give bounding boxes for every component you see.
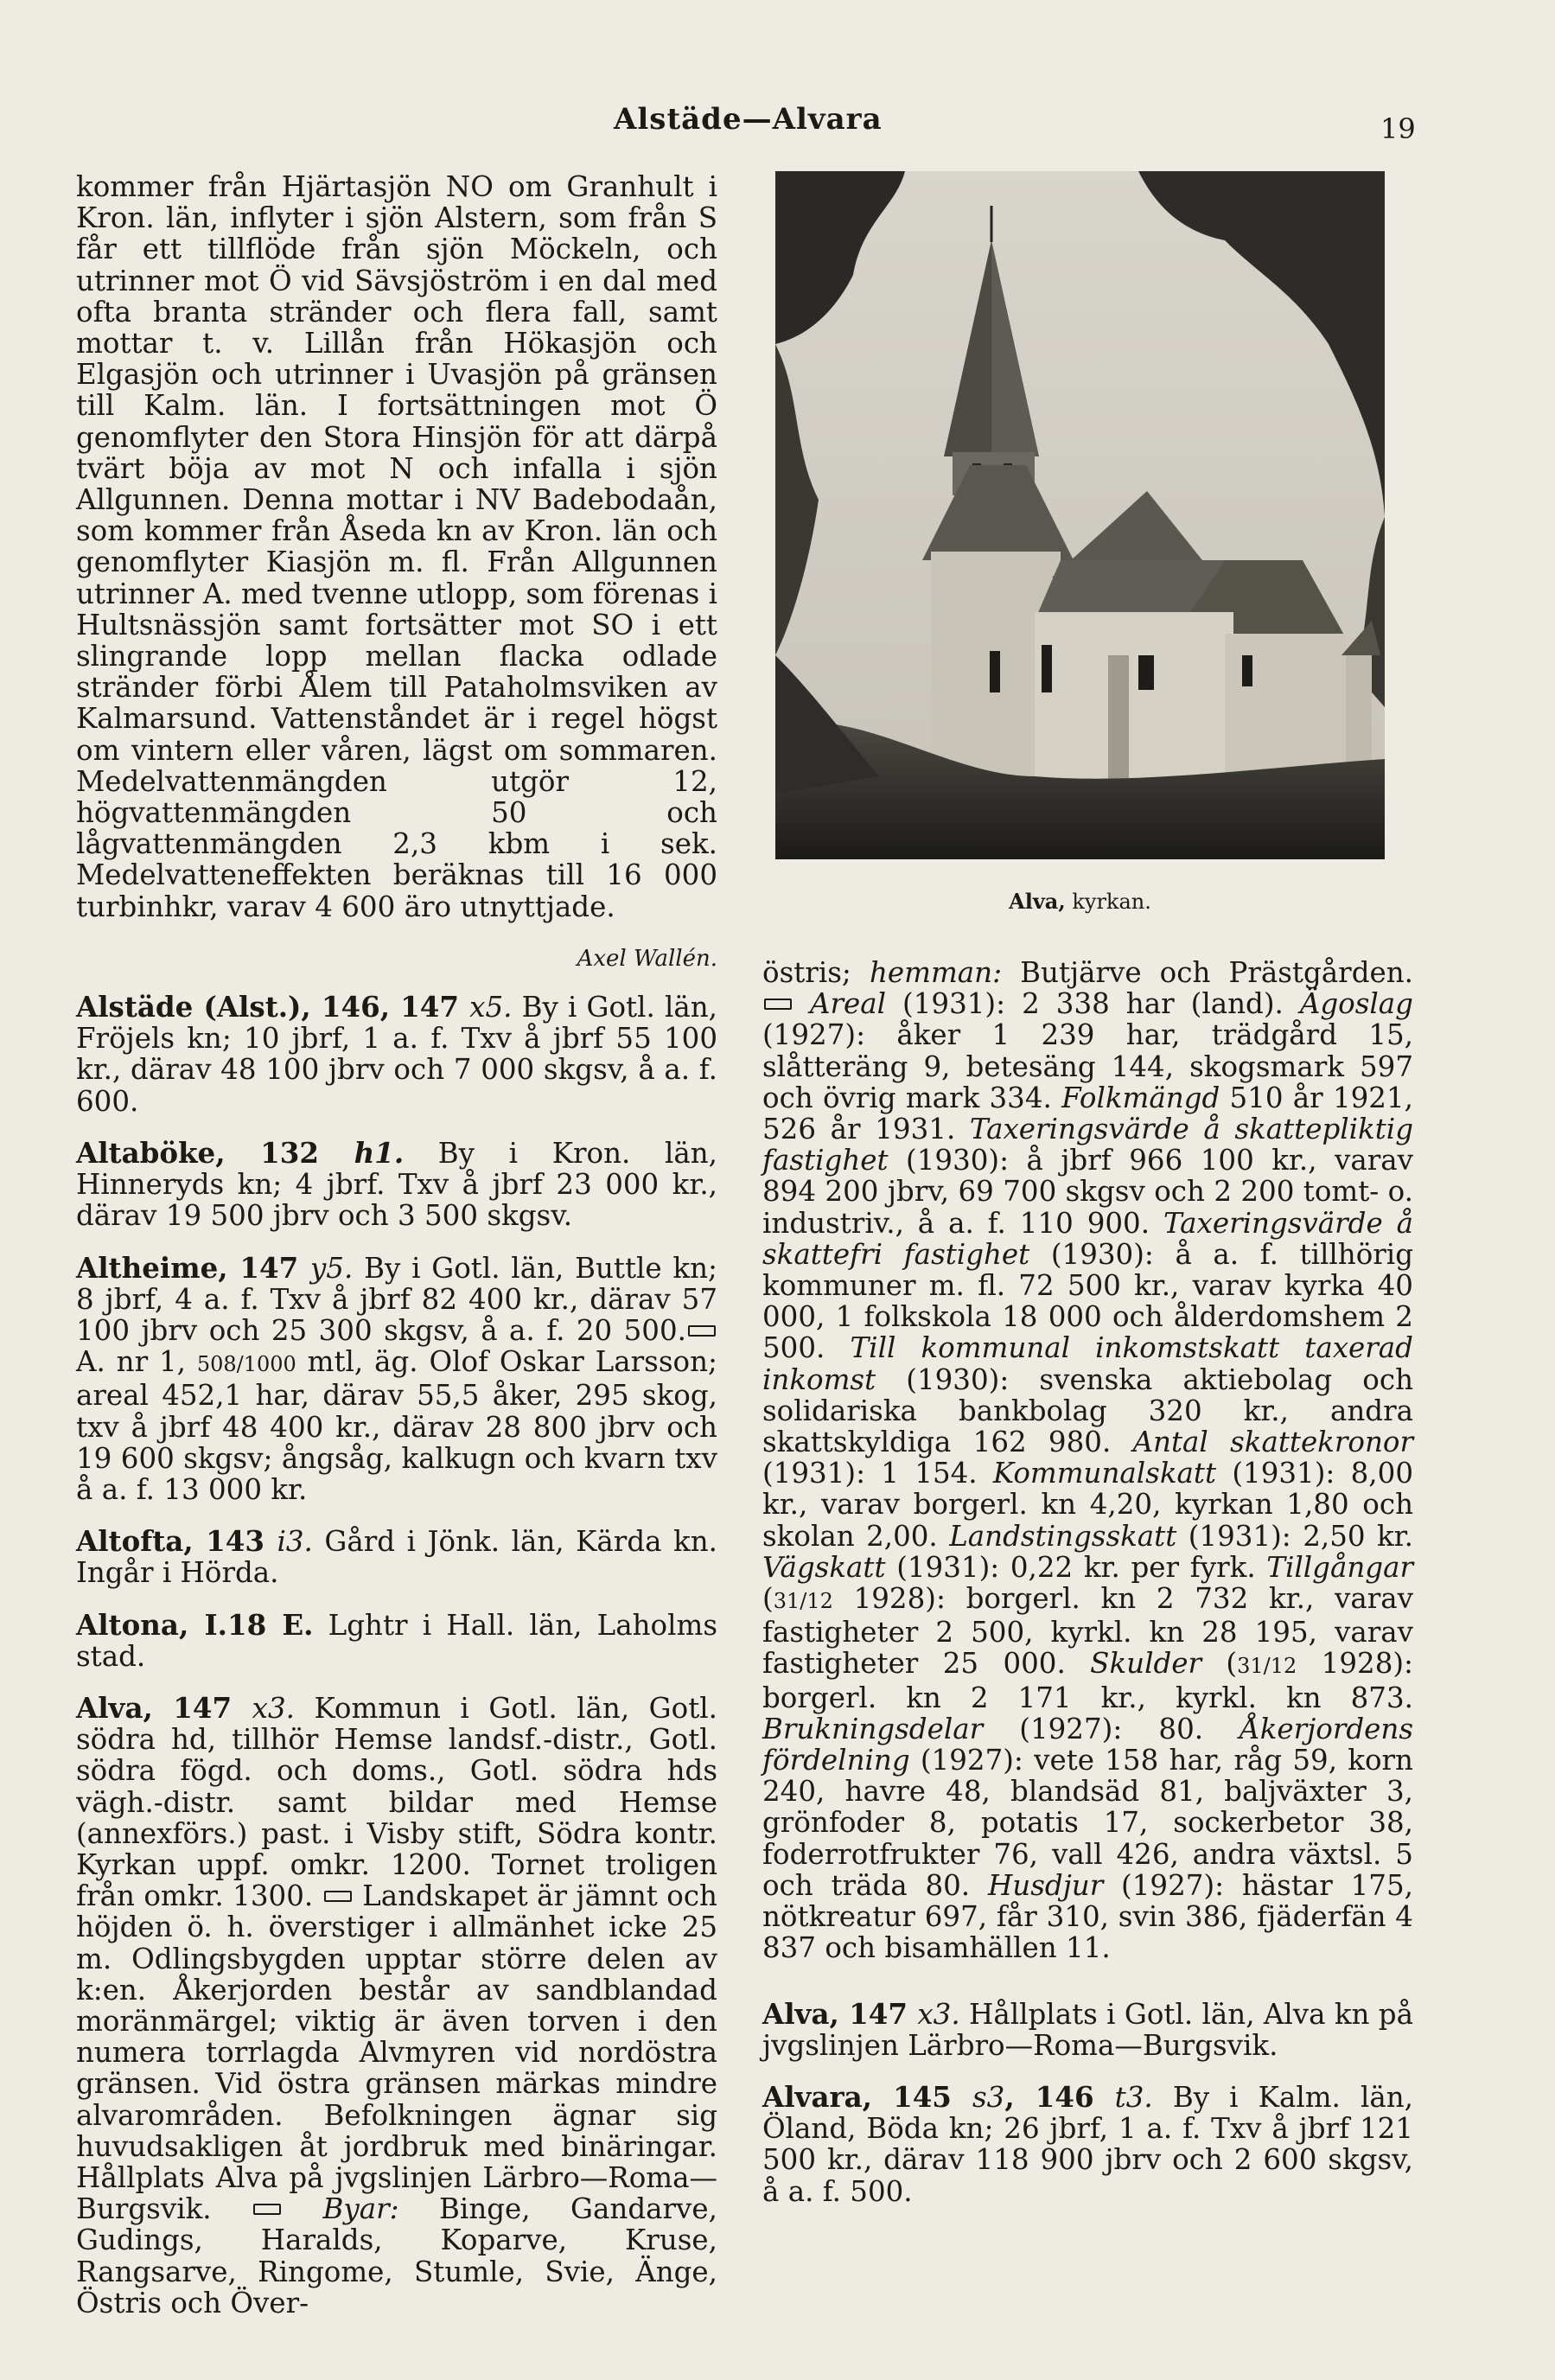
brukningsdelar-label: Brukningsdelar xyxy=(762,1712,984,1745)
entry-text: By i Kalm. län, Öland, Böda kn; 26 jbrf, 1 a. f. Txv å jbrf 121 500 kr., därav 118 900 jbrv och 2 600 skgsv, å a. f. 500. xyxy=(762,2080,1413,2208)
entry-text: Lghtr i Hall. län, Laholms stad. xyxy=(76,1608,718,1673)
vagskatt-label: Vägskatt xyxy=(762,1550,886,1584)
right-column xyxy=(762,957,1413,2228)
entry-alstade xyxy=(76,992,717,1117)
entry-text: ( xyxy=(1201,1647,1238,1681)
hemman-label: hemman: xyxy=(851,956,1003,989)
entry-text: (1927): hästar 175, nötkreatur 697, får 310, svin 386, fjäderfän 4 837 och bisamhällen 11. xyxy=(762,1868,1413,1965)
entry-text: (1931): 0,22 kr. per fyrk. xyxy=(885,1550,1256,1584)
entry-text: By i Gotl. län, Fröjels kn; 10 jbrf, 1 a. f. Txv å jbrf 55 100 kr., därav 48 100 jbrv och 7 000 skgsv, å a. f. 600. xyxy=(76,991,718,1118)
entry-text: 510 år 1921, 526 år 1931. xyxy=(762,1081,1413,1146)
entry-text: (1927): 80. xyxy=(983,1712,1204,1745)
stats-symbol-icon xyxy=(764,999,792,1010)
landstingsskatt-label: Landstingsskatt xyxy=(937,1519,1177,1553)
entry-text: ( xyxy=(762,1582,774,1616)
entry-altaboke xyxy=(76,1135,717,1233)
caption-text: kyrkan. xyxy=(1065,890,1151,914)
author-signature: Axel Wallén. xyxy=(577,945,717,972)
taxering-label: Taxeringsvärde å skattepliktig fastighet xyxy=(762,1113,1413,1177)
entry-headword: Altona, I.18 E. xyxy=(76,1607,314,1642)
akerjord-label: Åkerjordens fördelning xyxy=(762,1712,1413,1777)
photo-caption xyxy=(775,889,1385,914)
entry-text: (1931): 8,00 kr., varav borgerl. kn 4,20, kyrkan 1,80 och skolan 2,00. xyxy=(762,1457,1413,1553)
entry-text: Landskapet är jämnt och höjden ö. h. överstiger i allmänhet icke 25 m. Odlingsbygden upptar större delen av k:en. Åkerjorden består av sandblandad moränmärgel; viktig är även torven i den numera torrlagda Alvmyren vid nordöstra gränsen. Vid östra gränsen märkas mindre alvarområden. Befolkningen ägnar sig huvudsakligen åt jordbruk med binäringar. Hållplats Alva på jvgslinjen Lärbro—Roma—Burgsvik. xyxy=(76,1879,717,2226)
entry-alva xyxy=(76,1690,717,2319)
entry-text: (1930): svenska aktiebolag och solidariska bankbolag 320 kr., andra skattskyldiga 162 980. xyxy=(762,1362,1413,1459)
left-column xyxy=(76,171,717,2339)
entry-text: (1931): 1 154. xyxy=(762,1457,978,1490)
entry-headword: Altofta, 143 xyxy=(76,1524,277,1559)
entry-headword: Alva, 147 xyxy=(76,1690,252,1725)
entry-text: (1931): 2 338 har (land). xyxy=(886,987,1284,1021)
running-head: Alstäde—Alvara xyxy=(614,102,883,137)
villages-symbol-icon xyxy=(253,2204,281,2215)
entry-headword: Altaböke, 132 xyxy=(76,1135,354,1170)
entry-text: Gård i Jönk. län, Kärda kn. Ingår i Hörda. xyxy=(76,1525,717,1590)
entry-text: Hållplats i Gotl. län, Alva kn på jvgslinjen Lärbro—Roma—Burgsvik. xyxy=(762,1997,1413,2062)
kommunalskatt-label: Kommunalskatt xyxy=(977,1457,1217,1490)
entry-text: (1930): å jbrf 966 100 kr., varav 894 200 jbrv, 69 700 skgsv och 2 200 tomt- o. industriv., å a. f. 110 900. xyxy=(762,1144,1413,1240)
grid-ref: y5. xyxy=(309,1251,354,1285)
fraction: 508/1000 xyxy=(196,1352,296,1377)
entry-text: Kommun i Gotl. län, Gotl. södra hd, tillhör Hemse landsf.-distr., Gotl. södra fögd. och doms., Gotl. södra hds vägh.-distr. samt bildar med Hemse (annexförs.) past. i Visby stift, Södra kontr. Kyrkan uppf. omkr. 1200. Tornet troligen från omkr. 1300. xyxy=(76,1691,717,1913)
grid-ref: s3 xyxy=(972,2080,1005,2114)
map-ref: , 146 xyxy=(1004,2079,1115,2114)
skulder-label: Skulder xyxy=(1065,1647,1202,1681)
grid-ref: x3. xyxy=(252,1691,295,1725)
entry-headword: Alva, 147 xyxy=(762,1996,918,2031)
entry-altona xyxy=(76,1607,718,1673)
entry-text: By i Gotl. län, Buttle kn; 8 jbrf, 4 a. f. Txv å jbrf 82 400 kr., därav 57 100 jbrv och 25 300 skgsv, å a. f. 20 500. xyxy=(76,1251,717,1347)
folkmangd-label: Folkmängd xyxy=(1051,1081,1220,1114)
church-photo xyxy=(775,171,1385,859)
map-ref: (Alst.), 146, 147 xyxy=(193,990,470,1024)
landscape-symbol-icon xyxy=(324,1891,352,1902)
inkomstskatt-label: Till kommunal inkomstskatt taxerad inkomst xyxy=(762,1331,1413,1396)
grid-ref: x3. xyxy=(917,1997,960,2031)
entry-alvara xyxy=(762,2079,1413,2208)
entry-altofta xyxy=(76,1526,717,1588)
entry-headword: Alstäde xyxy=(76,990,194,1024)
alster-entry-continuation: kommer från Hjärtasjön NO om Granhult i Kron. län, inflyter i sjön Alstern, som från S får ett tillflöde från sjön Möckeln, och utrinner mot Ö vid Sävsjöström i en dal med ofta branta stränder och flera fall, samt mottar t. v. Lillån från Hökasjön och Elgasjön och utrinner i Uvasjön på gränsen till Kalm. län. I fortsättningen mot Ö genomflyter den Stora Hinsjön för att därpå tvärt böja av mot N och infalla i sjön Allgunnen. Denna mottar i NV Badebodaån, som kommer från Åseda kn av Kron. län och genomflyter Kiasjön m. fl. Från Allgunnen utrinner A. med tvenne utlopp, som förenas i Hultsnässjön samt fortsätter mot SO i ett slingrande lopp mellan flacka odlade stränder förbi Ålem till Pataholmsviken av Kalmarsund. Vattenståndet är i regel högst om vintern eller våren, lägst om sommaren. Medelvattenmängden utgör 12, högvattenmängden 50 och lågvattenmängden 2,3 kbm i sek. Medelvatteneffekten beräknas till 16 000 turbinhkr, varav 4 600 äro utnyttjade. xyxy=(76,170,717,923)
grid-ref: i3. xyxy=(277,1525,313,1559)
entry-altheime xyxy=(76,1250,717,1506)
tillgangar-label: Tillgångar xyxy=(1255,1550,1413,1584)
entry-text: A. nr 1, xyxy=(76,1345,197,1379)
grid-ref: h1. xyxy=(354,1135,405,1170)
taxering-skattefri-label: Taxeringsvärde å skattefri fastighet xyxy=(762,1206,1413,1271)
husdjur-label: Husdjur xyxy=(970,1868,1104,1902)
agoslag-label: Ägoslag xyxy=(1283,987,1413,1021)
grid-ref: x5. xyxy=(469,991,513,1024)
entry-text: (1927): vete 158 har, råg 59, korn 240, havre 48, blandsäd 81, baljväxter 3, grönfoder 8, potatis 17, sockerbetor 38, foderrotfrukter 76, vall 426, andra växtsl. 5 och träda 80. xyxy=(762,1744,1413,1902)
entry-text: Binge, Gandarve, Gudings, Haralds, Koparve, Kruse, Rangsarve, Ringome, Stumle, Svie, Änge, Östris och Över- xyxy=(76,2192,717,2319)
entry-headword: Altheime, 147 xyxy=(76,1250,310,1285)
alva-entry-continuation xyxy=(762,957,1413,1964)
caption-name: Alva, xyxy=(1009,889,1066,914)
estate-symbol-icon xyxy=(688,1325,716,1337)
entry-text: 1928): borgerl. kn 2 732 kr., varav fastigheter 2 500, kyrkl. kn 28 195, varav fastigheter 25 000. xyxy=(762,1582,1413,1681)
entry-text: By i Kron. län, Hinneryds kn; 4 jbrf. Txv å jbrf 23 000 kr., därav 19 500 jbrv och 3 500 skgsv. xyxy=(76,1136,717,1233)
entry-headword: Alvara, 145 xyxy=(762,2079,972,2114)
page-number: 19 xyxy=(1380,112,1416,145)
byar-label: Byar: xyxy=(322,2192,399,2226)
date-fraction: 31/12 xyxy=(1237,1654,1297,1679)
entry-text: Butjärve och Prästgården. xyxy=(1002,956,1414,989)
entry-text: östris; xyxy=(762,956,851,989)
entry-text: (1927): åker 1 239 har, trädgård 15, slåtteräng 9, betesäng 144, skogsmark 597 och övrig mark 334. xyxy=(762,1018,1413,1114)
entry-text: 1928): borgerl. kn 2 171 kr., kyrkl. kn 873. xyxy=(762,1647,1413,1714)
entry-text: (1930): å a. f. tillhörig kommuner m. fl. 72 500 kr., varav kyrka 40 000, 1 folkskola 18 000 och ålderdomshem 2 500. xyxy=(762,1237,1413,1365)
areal-label: Areal xyxy=(810,987,887,1021)
entry-text: (1931): 2,50 kr. xyxy=(1176,1519,1413,1553)
entry-alva-hallplats xyxy=(762,1996,1413,2062)
entry-text: mtl, äg. Olof Oskar Larsson; areal 452,1 har, därav 55,5 åker, 295 skog, txv å jbrf 48 400 kr., därav 28 800 jbrv och 19 600 skgsv; ångsåg, kalkugn och kvarn txv å a. f. 13 000 kr. xyxy=(76,1345,717,1506)
date-fraction: 31/12 xyxy=(773,1589,833,1614)
grid-ref: t3. xyxy=(1114,2080,1153,2114)
skattekronor-label: Antal skattekronor xyxy=(1111,1426,1414,1459)
